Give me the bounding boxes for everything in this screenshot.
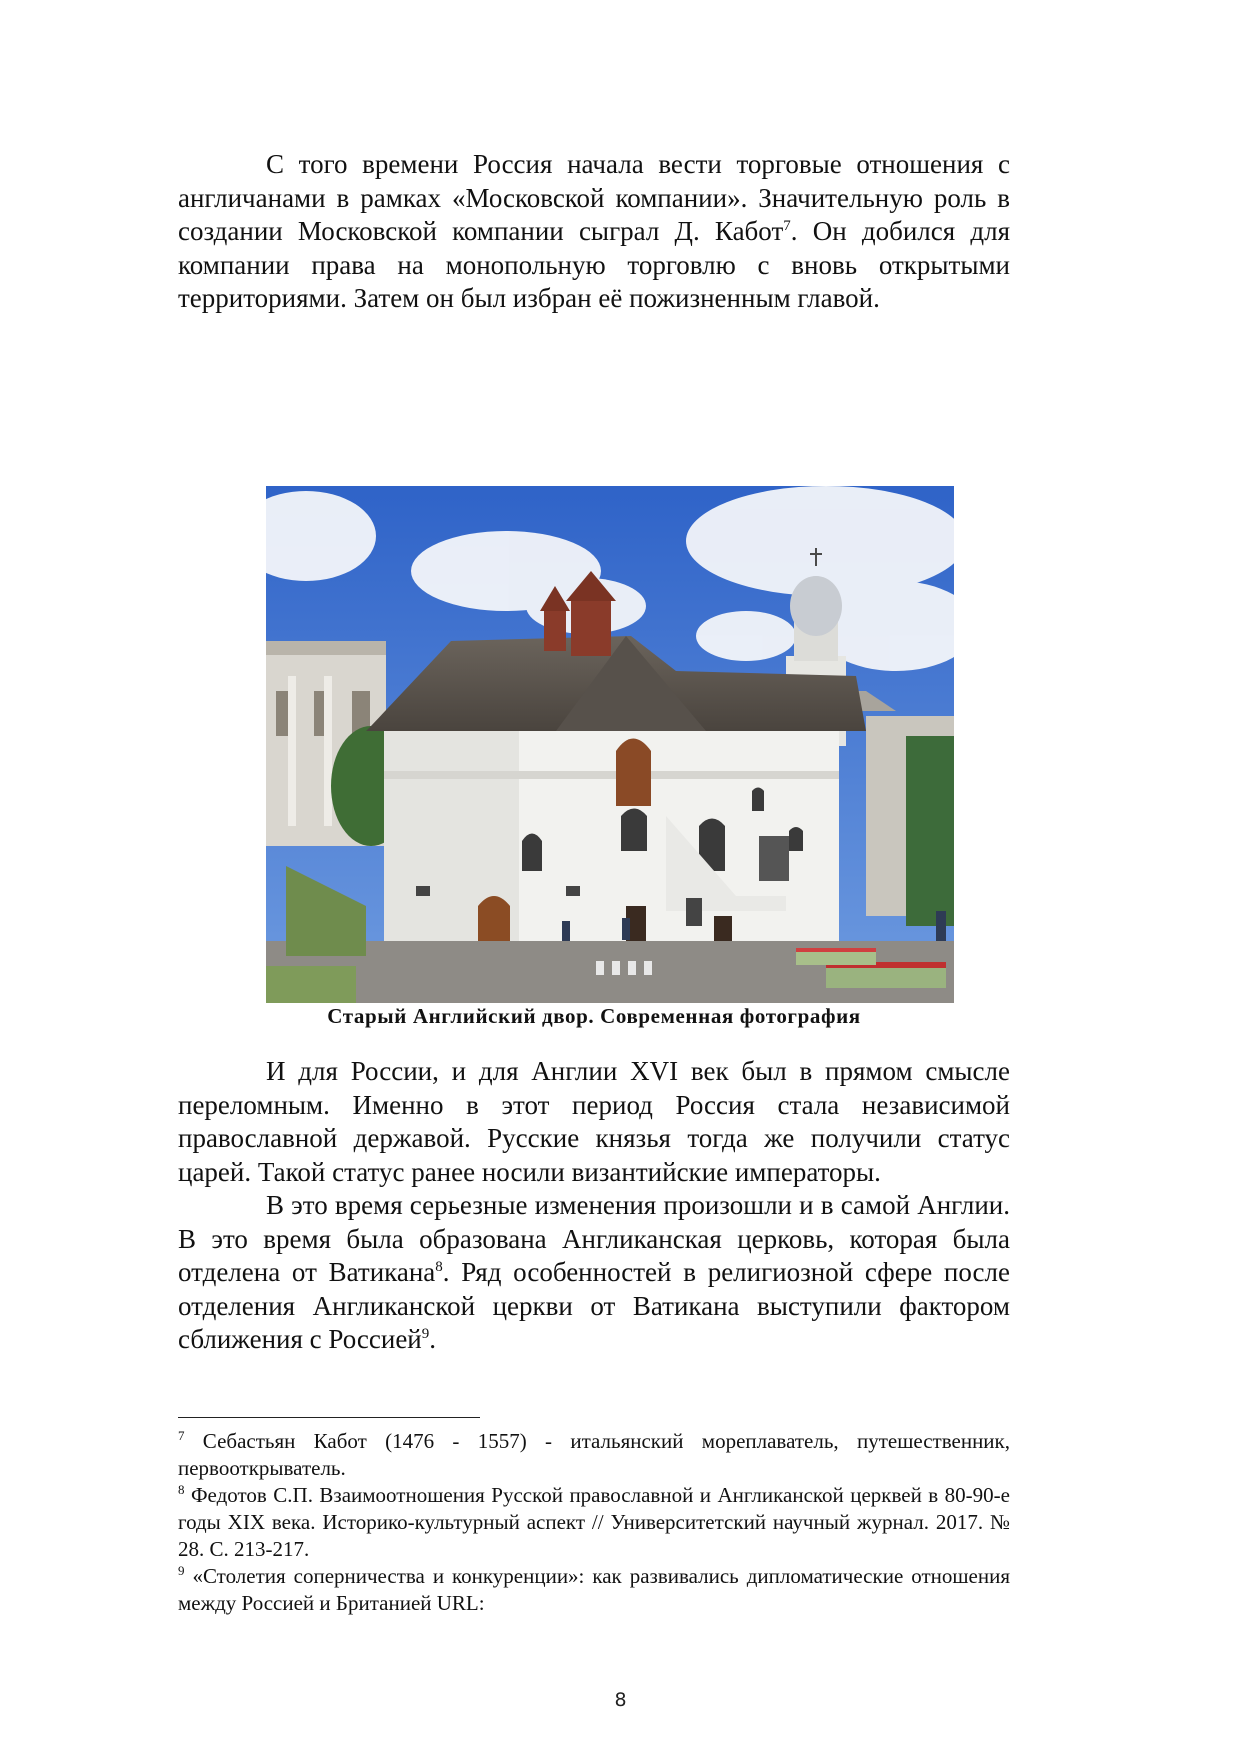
footnote-ref-7[interactable]: 7 xyxy=(783,218,791,234)
paragraph-text xyxy=(178,148,1010,316)
figure-caption: Старый Английский двор. Современная фотография xyxy=(327,1004,861,1028)
footnote-text: «Столетия соперничества и конкуренции»: как развивались дипломатические отношения между Россией и Британией URL: xyxy=(178,1564,1010,1615)
paragraph-text xyxy=(178,1189,1010,1357)
paragraph-text-part: С того времени Россия начала вести торговые отношения с англичанами в рамках «Московской компании». Значительную роль в создании Московской компании сыграл Д. Кабот xyxy=(178,149,1010,246)
footnote-number: 7 xyxy=(178,1428,185,1443)
footnote-separator xyxy=(178,1417,480,1418)
footnote-number: 9 xyxy=(178,1563,185,1578)
paragraph-2 xyxy=(178,1055,1010,1357)
footnote-ref-9[interactable]: 9 xyxy=(421,1326,430,1342)
footnote-7 xyxy=(178,1428,1010,1482)
paragraph-1 xyxy=(178,148,1010,316)
paragraph-text-part: . Он добился для компании права на монопольную торговлю с вновь открытыми территориями. Затем он был избран её пожизненным главой. xyxy=(178,216,1010,313)
paragraph-text-part: В это время серьезные изменения произошли и в самой Англии. В это время была образована Англиканская церковь, которая была отделена от Ватикана xyxy=(178,1190,1010,1287)
footnote-8 xyxy=(178,1482,1010,1563)
paragraph-text-part: . Ряд особенностей в религиозной сфере после отделения Англиканской церкви от Ватикана выступили фактором сближения с Россией xyxy=(178,1257,1010,1354)
footnote-ref-8[interactable]: 8 xyxy=(435,1259,443,1275)
old-english-court-photo xyxy=(266,486,954,1003)
footnote-number: 8 xyxy=(178,1482,185,1497)
footnote-text: Федотов С.П. Взаимоотношения Русской православной и Англиканской церквей в 80-90-е годы XIX века. Историко-культурный аспект // Университетский научный журнал. 2017. № 28. С. 213-217. xyxy=(178,1483,1010,1561)
footnotes xyxy=(178,1428,1010,1617)
footnote-text: Себастьян Кабот (1476 - 1557) - итальянский мореплаватель, путешественник, первооткрыватель. xyxy=(178,1429,1010,1480)
page-number: 8 xyxy=(614,1689,627,1711)
paragraph-text: И для России, и для Англии XVI век был в прямом смысле переломным. Именно в этот период Россия стала независимой православной державой. Русские князья тогда же получили статус царей. Такой статус ранее носили византийские императоры. xyxy=(178,1056,1010,1187)
footnote-9 xyxy=(178,1563,1010,1617)
paragraph-text-part: . xyxy=(429,1324,437,1354)
